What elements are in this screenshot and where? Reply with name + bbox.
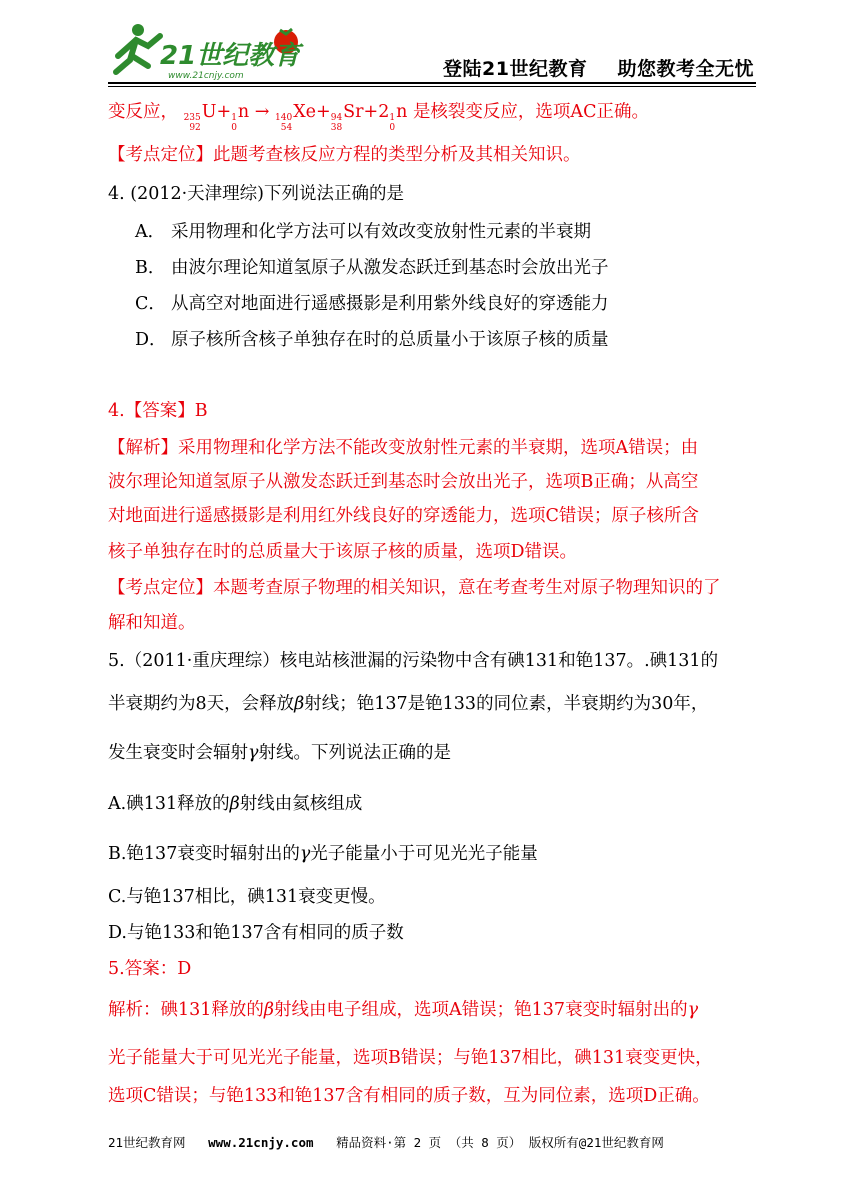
text-fragment: 射线由电子组成，选项A错误；铯137衰变时辐射出的: [274, 1000, 688, 1020]
beta-symbol: β: [294, 694, 305, 714]
atomic-number: 54: [280, 123, 293, 133]
slogan-left: 登陆21世纪教育: [443, 58, 588, 80]
text-fragment: 射线由氦核组成: [239, 794, 363, 814]
knowledge-point-2-cont: 解和知道。: [108, 613, 196, 633]
beta-symbol: β: [229, 794, 240, 814]
element-symbol: n: [396, 102, 408, 122]
footer-site: 21世纪教育网: [108, 1135, 186, 1150]
analysis-5-line-3: 选项C错误；与铯133和铯137含有相同的质子数，互为同位素，选项D正确。: [108, 1086, 710, 1106]
atomic-number: 0: [231, 123, 237, 133]
element-symbol: U: [201, 102, 217, 122]
fission-equation-line: [108, 100, 649, 133]
running-man-icon: [116, 24, 160, 72]
q5-option-c: C.与铯137相比，碘131衰变更慢。: [108, 887, 386, 907]
element-symbol: Xe: [293, 102, 317, 122]
mass-number: 235: [183, 113, 201, 123]
q5-option-b: [108, 842, 538, 866]
text-fragment: 半衰期约为8天，会释放: [108, 694, 295, 714]
logo-text: 21世纪教育: [160, 41, 301, 71]
analysis-4-line-4: 核子单独存在时的总质量大于该原子核的质量，选项D错误。: [108, 542, 578, 562]
plus-sign: +: [316, 102, 331, 122]
page-header: [0, 0, 860, 92]
analysis-4-line-1: 【解析】采用物理和化学方法不能改变放射性元素的半衰期，选项A错误；由: [108, 438, 699, 458]
nuclide-u235: [184, 100, 217, 133]
q4-option-a: [135, 220, 591, 244]
q5-option-a: [108, 792, 362, 816]
question-4: 4. (2012·天津理综)下列说法正确的是: [108, 184, 405, 204]
text-fragment: 发生衰变时会辐射: [108, 743, 248, 763]
site-logo[interactable]: [108, 16, 308, 86]
option-text: 采用物理和化学方法可以有效改变放射性元素的半衰期: [171, 222, 591, 242]
question-5-line-1: 5.（2011·重庆理综）核电站核泄漏的污染物中含有碘131和铯137。.碘131的: [108, 651, 719, 671]
element-symbol: Sr: [343, 102, 364, 122]
nuclide-xe140: [275, 100, 316, 133]
option-text: 原子核所含核子单独存在时的总质量小于该原子核的质量: [171, 330, 609, 350]
slogan-right: 助您教考全无忧: [617, 58, 754, 80]
text-fragment: 射线。下列说法正确的是: [258, 743, 451, 763]
option-label: C．: [135, 294, 166, 314]
option-label: B．: [135, 258, 166, 278]
analysis-4-line-2: 波尔理论知道氢原子从激发态跃迁到基态时会放出光子，选项B正确；从高空: [108, 472, 699, 492]
beta-symbol: β: [263, 1000, 275, 1020]
knowledge-point-1: 【考点定位】此题考查核反应方程的类型分析及其相关知识。: [108, 145, 581, 165]
knowledge-point-2: 【考点定位】本题考查原子物理的相关知识，意在考查考生对原子物理知识的了: [108, 578, 721, 598]
answer-4: 4.【答案】B: [108, 401, 208, 421]
text-fragment: 变反应，: [108, 102, 178, 122]
text-fragment: B.铯137衰变时辐射出的: [108, 844, 300, 864]
reaction-arrow: →: [254, 102, 270, 122]
footer-info: 精品资料·第 2 页 （共 8 页） 版权所有@21世纪教育网: [336, 1135, 664, 1150]
gamma-symbol: γ: [687, 1000, 699, 1020]
element-symbol: n: [237, 102, 250, 122]
q4-option-b: [135, 256, 609, 280]
mass-number: 1: [389, 113, 396, 123]
nuclide-sr94: [331, 100, 364, 133]
gamma-symbol: γ: [248, 743, 259, 763]
nuclide-neutron: [231, 100, 249, 133]
coefficient: +2: [363, 102, 390, 122]
question-5-line-3: [108, 741, 451, 765]
page-footer: [108, 1133, 664, 1151]
analysis-4-line-3: 对地面进行遥感摄影是利用红外线良好的穿透能力，选项C错误；原子核所含: [108, 506, 699, 526]
text-fragment: 光子能量小于可见光光子能量: [310, 844, 538, 864]
atomic-number: 0: [389, 123, 396, 133]
question-5-line-2: [108, 692, 708, 716]
q4-option-c: [135, 292, 609, 316]
atomic-number: 38: [330, 123, 343, 133]
mass-number: 1: [231, 113, 237, 123]
text-fragment: 解析：碘131释放的: [108, 1000, 264, 1020]
option-text: 从高空对地面进行遥感摄影是利用紫外线良好的穿透能力: [171, 294, 609, 314]
q4-option-d: [135, 328, 609, 352]
footer-url-link[interactable]: www.21cnjy.com: [208, 1135, 314, 1150]
text-fragment: A.碘131释放的: [108, 794, 230, 814]
atomic-number: 92: [189, 123, 201, 133]
option-label: D．: [135, 330, 167, 350]
q5-option-d: D.与铯133和铯137含有相同的质子数: [108, 923, 404, 943]
logo-url: www.21cnjy.com: [168, 71, 244, 81]
plus-sign: +: [216, 102, 232, 122]
header-slogan: [443, 54, 754, 81]
gamma-symbol: γ: [299, 844, 311, 864]
text-fragment: 是核裂变反应，选项AC正确。: [412, 102, 649, 122]
mass-number: 94: [330, 113, 343, 123]
nuclide-neutron: [389, 100, 407, 133]
mass-number: 140: [275, 113, 293, 123]
text-fragment: 射线；铯137是铯133的同位素，半衰期约为30年，: [304, 694, 709, 714]
option-label: A．: [135, 222, 166, 242]
analysis-5-line-2: 光子能量大于可见光光子能量，选项B错误；与铯137相比，碘131衰变更快，: [108, 1048, 713, 1068]
option-text: 由波尔理论知道氢原子从激发态跃迁到基态时会放出光子: [171, 258, 609, 278]
analysis-5-line-1: [108, 998, 698, 1022]
header-divider: [108, 82, 756, 87]
answer-5: 5.答案：D: [108, 959, 192, 979]
